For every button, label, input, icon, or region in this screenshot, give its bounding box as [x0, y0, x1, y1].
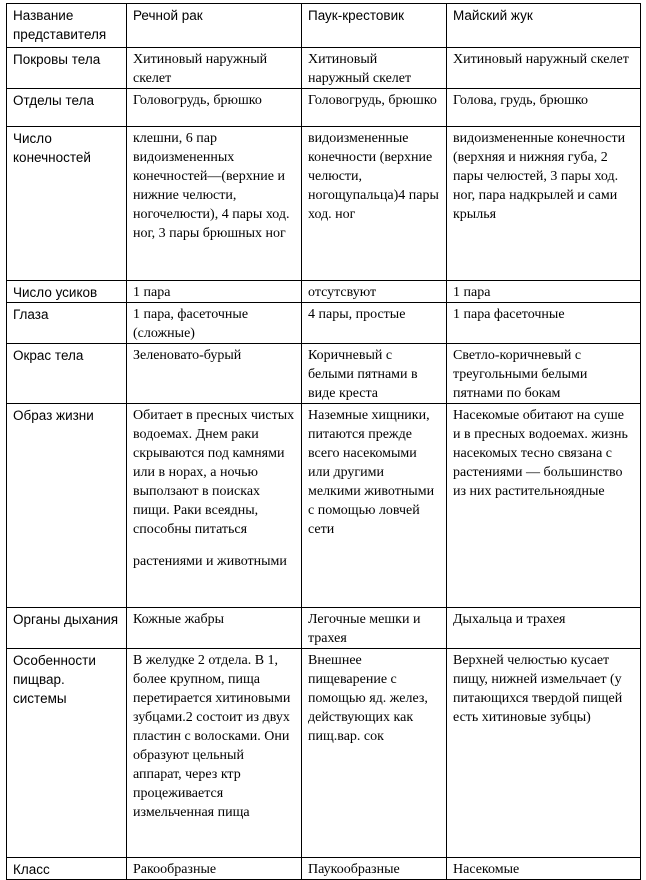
table-cell — [447, 303, 641, 344]
cell-text: Голова, грудь, брюшко — [453, 93, 588, 108]
row-label: Окрас тела — [7, 344, 127, 404]
header-cell-beetle: Майский жук — [447, 4, 641, 48]
table-row — [7, 281, 641, 303]
cell-text: Ракообразные — [133, 862, 217, 877]
cell-text: 1 пара фасеточные — [453, 307, 565, 322]
table-cell — [302, 303, 447, 344]
table-cell — [127, 858, 302, 880]
table-cell — [302, 127, 447, 281]
table-cell — [127, 404, 302, 608]
table-cell — [447, 404, 641, 608]
cell-text: отсутсвуют — [308, 285, 377, 300]
table-cell — [127, 89, 302, 127]
table-cell — [447, 89, 641, 127]
table-cell — [127, 649, 302, 858]
cell-text: Верхней челюстью кусает пищу, нижней измельчает (у питающихся твердой пищей есть хитиновые зубцы) — [453, 653, 623, 725]
cell-text: В желудке 2 отдела. В 1, более крупном, пища перетирается хитиновыми зубцами.2 состоит из двух пластин с волосками. Они образуют цельный аппарат, через ктр процеживается измельченная пища — [133, 653, 291, 820]
cell-text: Головогрудь, брюшко — [308, 93, 437, 108]
header-row — [7, 4, 641, 48]
table-row — [7, 89, 641, 127]
comparison-table — [6, 3, 641, 880]
cell-text: Зеленовато-бурый — [133, 348, 242, 363]
table-cell — [302, 89, 447, 127]
table-cell — [302, 48, 447, 89]
table-cell — [302, 344, 447, 404]
table-cell — [302, 858, 447, 880]
paragraph-gap — [133, 539, 295, 552]
table-cell — [127, 48, 302, 89]
cell-text: Внешнее пищеварение с помощью яд. желез, действующих как пищ.вар. сок — [308, 653, 428, 744]
table-cell — [447, 649, 641, 858]
cell-text: Кожные жабры — [133, 612, 224, 627]
row-label: Покровы тела — [7, 48, 127, 89]
cell-text: 1 пара, фасеточные (сложные) — [133, 307, 249, 341]
table-cell — [127, 303, 302, 344]
row-label: Глаза — [7, 303, 127, 344]
cell-text: Наземные хищники, питаются прежде всего насекомыми или другими мелкими животными с помощью ловчей сети — [308, 408, 435, 537]
cell-text: Коричневый с белыми пятнами в виде креста — [308, 348, 418, 401]
table-cell — [447, 127, 641, 281]
table-cell — [302, 649, 447, 858]
cell-text: Хитиновый наружный скелет — [133, 52, 268, 86]
cell-text: Головогрудь, брюшко — [133, 93, 262, 108]
row-label: Число усиков — [7, 281, 127, 303]
table-row — [7, 404, 641, 608]
cell-text: Хитиновый наружный скелет — [308, 52, 412, 86]
table-cell — [447, 608, 641, 649]
table-cell — [127, 608, 302, 649]
table-cell — [302, 608, 447, 649]
cell-text: 1 пара — [453, 285, 491, 300]
table-cell — [447, 344, 641, 404]
header-cell-label: Название представителя — [7, 4, 127, 48]
table-body — [7, 4, 641, 880]
table-row — [7, 344, 641, 404]
table-cell — [447, 281, 641, 303]
table-cell — [302, 281, 447, 303]
cell-text: Насекомые обитают на суше и в пресных водоемах. жизнь насекомых тесно связана с растениями — большинство из них растительноядные — [453, 408, 628, 499]
table-row — [7, 608, 641, 649]
cell-text: растениями и животными — [133, 554, 287, 569]
table-cell — [447, 858, 641, 880]
cell-text: Светло-коричневый с треугольными белыми пятнами по бокам — [453, 348, 588, 401]
cell-text: 1 пара — [133, 285, 171, 300]
row-label: Органы дыхания — [7, 608, 127, 649]
cell-text: 4 пары, простые — [308, 307, 406, 322]
cell-text: клешни, 6 пар видоизмененных конечностей—(верхние и нижние челюсти, ногочелюсти), 4 пары ход. ног, 3 пары брюшных ног — [133, 131, 290, 241]
table-cell — [127, 281, 302, 303]
table-row — [7, 127, 641, 281]
table-cell — [447, 48, 641, 89]
cell-text: Паукообразные — [308, 862, 400, 877]
table-cell — [127, 127, 302, 281]
table-row — [7, 858, 641, 880]
table-cell — [127, 344, 302, 404]
row-label: Число конечностей — [7, 127, 127, 281]
row-label: Отделы тела — [7, 89, 127, 127]
cell-text: Обитает в пресных чистых водоемах. Днем раки скрываются под камнями или в норах, а ночью выползают в поисках пищи. Раки всеядны, способны питаться — [133, 408, 295, 537]
header-cell-spider: Паук-крестовик — [302, 4, 447, 48]
table-cell — [302, 404, 447, 608]
row-label: Особенности пищвар. системы — [7, 649, 127, 858]
cell-text: Дыхальца и трахея — [453, 612, 566, 627]
header-cell-crayfish: Речной рак — [127, 4, 302, 48]
table-row — [7, 303, 641, 344]
cell-text: видоизмененные конечности (верхняя и нижняя губа, 2 пары челюстей, 3 пары ход. ног, пара надкрылей и сами крылья — [453, 131, 626, 222]
table-row — [7, 649, 641, 858]
row-label: Образ жизни — [7, 404, 127, 608]
row-label: Класс — [7, 858, 127, 880]
cell-text: видоизмененные конечности (верхние челюсти, ногощупальца)4 пары ход. ног — [308, 131, 439, 222]
cell-text: Хитиновый наружный скелет — [453, 52, 629, 67]
cell-text: Насекомые — [453, 862, 520, 877]
table-row — [7, 48, 641, 89]
cell-text: Легочные мешки и трахея — [308, 612, 421, 646]
